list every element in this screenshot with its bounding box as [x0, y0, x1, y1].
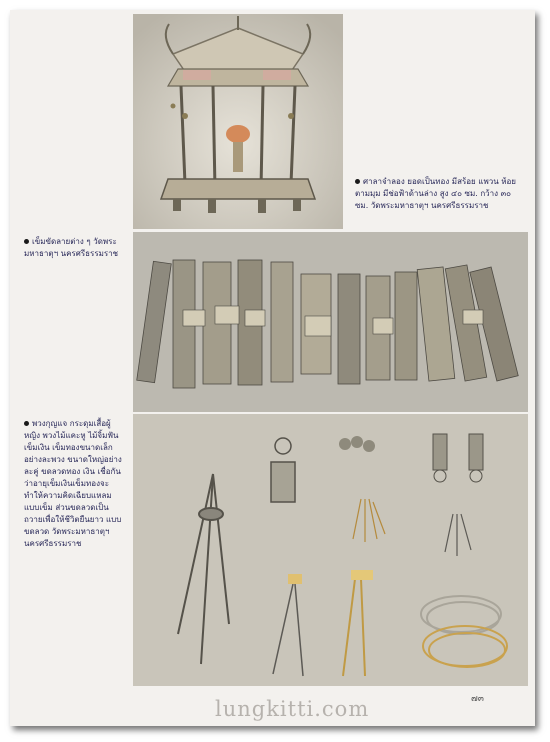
pavilion-photo [133, 14, 343, 229]
page-number: ๗๓ [471, 694, 484, 704]
bullet-icon [355, 179, 360, 184]
pavilion-caption [355, 176, 525, 212]
belts-illustration [133, 232, 528, 412]
bullet-icon [24, 421, 29, 426]
tools-photo [133, 414, 528, 686]
tools-caption [24, 418, 126, 550]
belts-caption-text: เข็มขัดลายต่าง ๆ วัดพระมหาธาตุฯ นครศรีธรรมราช [24, 237, 119, 258]
belts-photo [133, 232, 528, 412]
watermark: lungkitti.com [215, 697, 370, 721]
page-frame [10, 10, 535, 726]
belts-caption [24, 236, 124, 260]
tools-illustration [133, 414, 528, 686]
pavilion-illustration [133, 14, 343, 229]
bullet-icon [24, 239, 29, 244]
pavilion-caption-text: ศาลาจำลอง ยอดเป็นทอง มีสร้อย แพวน ห้อยตามมุม มีช่อฟ้าด้านล่าง สูง ๔๐ ซม. กว้าง ๓๐ ซม. วัดพระมหาธาตุฯ นครศรีธรรมราช [355, 177, 516, 210]
tools-caption-text: พวงกุญแจ กระดุมเสื้อผู้หญิง พวงไม้แคะหู ไม้จิ้มฟัน เข็มเงิน เข็มทองขนาดเล็กอย่างละพวง ขนาดใหญ่อย่างละคู่ ขดลวดทอง เงิน เชื่อกันว่าอายุเข็มเงินเข็มทองจะทำให้ความคิดเฉียบแหลมแบบเข็ม ส่วนขดลวดเป็นถวายเพื่อให้ชีวิตยืนยาว แบบขดลวด วัดพระมหาธาตุฯ นครศรีธรรมราช [24, 419, 122, 548]
